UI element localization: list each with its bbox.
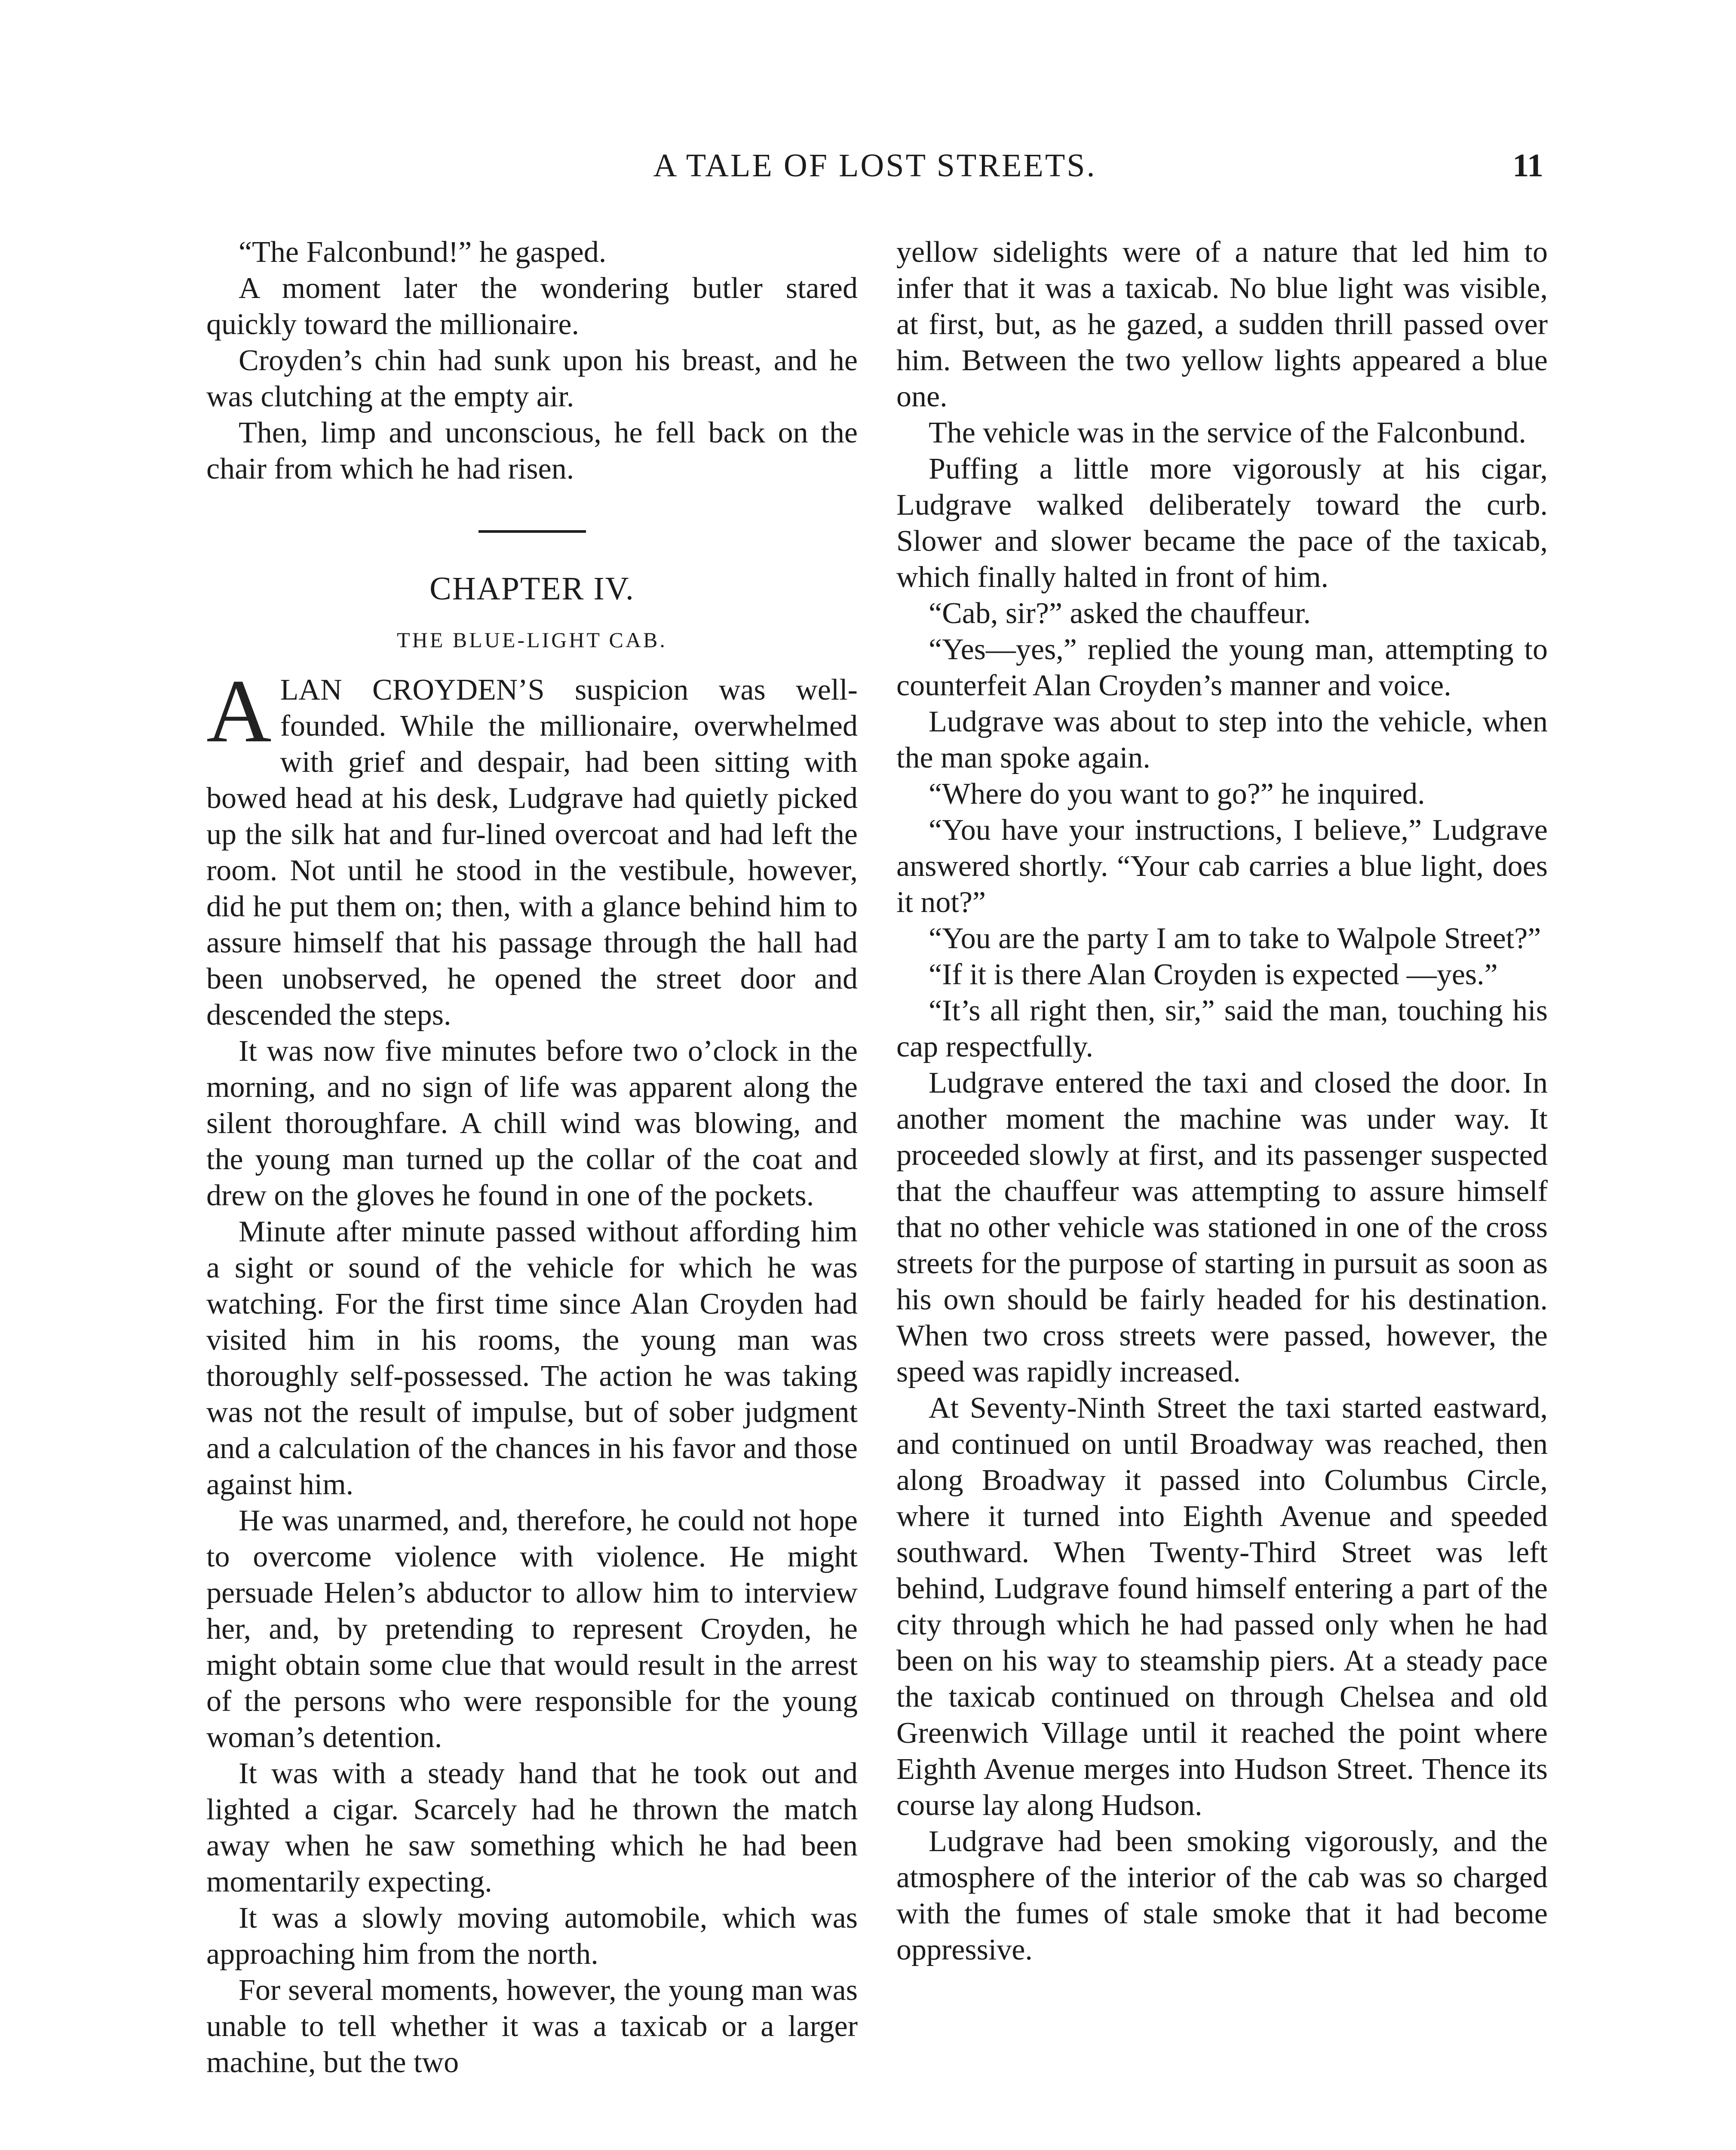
paragraph: Ludgrave was about to step into the vehicle, when the man spoke again.: [896, 705, 1548, 774]
paragraph: For several moments, however, the young man was unable to tell whether it was a taxicab or a larger machine, but the two: [206, 1974, 858, 2079]
chapter-title: CHAPTER IV.: [429, 571, 635, 607]
continued-paragraph: yellow sidelights were of a nature that led him to infer that it was a taxicab. No blue light was visible, at first, but, as he gazed, a sudden thrill passed over him. Between the two yellow lights appeared a blue one.: [896, 236, 1548, 413]
paragraph: “Where do you want to go?” he inquired.: [929, 777, 1425, 811]
paragraph: “Cab, sir?” asked the chauffeur.: [929, 597, 1311, 630]
paragraph: “You are the party I am to take to Walpole Street?”: [929, 922, 1541, 955]
paragraph: The vehicle was in the service of the Falconbund.: [929, 416, 1526, 449]
paragraph: Minute after minute passed without affording him a sight or sound of the vehicle for which he was watching. For the first time since Alan Croyden had visited him in his rooms, the young man was thoroughly self-possessed. The action he was taking was not the result of impulse, but of sober judgment and a calculation of the chances in his favor and those against him.: [206, 1215, 858, 1501]
paragraph: Ludgrave had been smoking vigorously, and the atmosphere of the interior of the cab was so charged with the fumes of stale smoke that it had become oppressive.: [896, 1825, 1548, 1966]
chapter-subtitle: THE BLUE-LIGHT CAB.: [397, 628, 667, 652]
paragraph: It was now five minutes before two o’clock in the morning, and no sign of life was apparent along the silent thoroughfare. A chill wind was blowing, and the young man turned up the collar of the coat and drew on the gloves he found in one of the pockets.: [206, 1035, 858, 1212]
paragraph: A moment later the wondering butler stared quickly toward the millionaire.: [206, 272, 858, 341]
drop-cap: A: [206, 661, 272, 761]
chapter-opening-paragraph: [206, 661, 858, 1033]
paragraph: At Seventy-Ninth Street the taxi started eastward, and continued on until Broadway was reached, then along Broadway it passed into Columbus Circle, where it turned into Eighth Avenue and speeded southward. When Twenty-Third Street was left behind, Ludgrave found himself entering a part of the city through which he had passed only when he had been on his way to steamship piers. At a steady pace the taxicab continued on through Chelsea and old Greenwich Village until it reached the point where Eighth Avenue merges into Hudson Street. Thence its course lay along Hudson.: [896, 1391, 1548, 1822]
left-column: [206, 234, 858, 2081]
paragraph: “You have your instructions, I believe,” Ludgrave answered shortly. “Your cab carries a blue light, does it not?”: [896, 814, 1548, 919]
paragraph: He was unarmed, and, therefore, he could not hope to overcome violence with violence. He might persuade Helen’s abductor to allow him to interview her, and, by pretending to represent Croyden, he might obtain some clue that would result in the arrest of the persons who were responsible for the young woman’s detention.: [206, 1504, 858, 1754]
paragraph: Ludgrave entered the taxi and closed the door. In another moment the machine was under way. It proceeded slowly at first, and its passenger suspected that the chauffeur was attempting to assure himself that no other vehicle was stationed in one of the cross streets for the purpose of starting in pursuit as soon as his own should be fairly headed for his destination. When two cross streets were passed, however, the speed was rapidly increased.: [896, 1066, 1548, 1388]
paragraph: It was a slowly moving automobile, which was approaching him from the north.: [206, 1901, 858, 1971]
paragraph: Puffing a little more vigorously at his cigar, Ludgrave walked deliberately toward the curb. Slower and slower became the pace of the taxicab, which finally halted in front of him.: [896, 452, 1548, 594]
paragraph: Then, limp and unconscious, he fell back on the chair from which he had risen.: [206, 416, 858, 485]
page-header: [206, 142, 1543, 189]
paragraph: “If it is there Alan Croyden is expected —yes.”: [929, 958, 1498, 991]
paragraph: Croyden’s chin had sunk upon his breast, and he was clutching at the empty air.: [206, 344, 858, 413]
page-number: 11: [1512, 147, 1543, 184]
paragraph: It was with a steady hand that he took out and lighted a cigar. Scarcely had he thrown the match away when he saw something which he had been momentarily expecting.: [206, 1757, 858, 1898]
paragraph: “Yes—yes,” replied the young man, attempting to counterfeit Alan Croyden’s manner and voice.: [896, 633, 1548, 702]
section-divider: [478, 530, 586, 533]
paragraph: “It’s all right then, sir,” said the man, touching his cap respectfully.: [896, 994, 1548, 1063]
right-column: [896, 234, 1548, 1968]
paragraph: “The Falconbund!” he gasped.: [239, 236, 607, 269]
opening-paragraph-text: LAN CROYDEN’S suspicion was well-founded. While the millionaire, overwhelmed with grief and despair, had been sitting with bowed head at his desk, Ludgrave had quietly picked up the silk hat and fur-lined overcoat and had left the room. Not until he stood in the vestibule, however, did he put them on; then, with a glance behind him to assure himself that his passage through the hall had been unobserved, he opened the street door and descended the steps.: [206, 673, 858, 1032]
running-title: A TALE OF LOST STREETS.: [653, 147, 1097, 184]
